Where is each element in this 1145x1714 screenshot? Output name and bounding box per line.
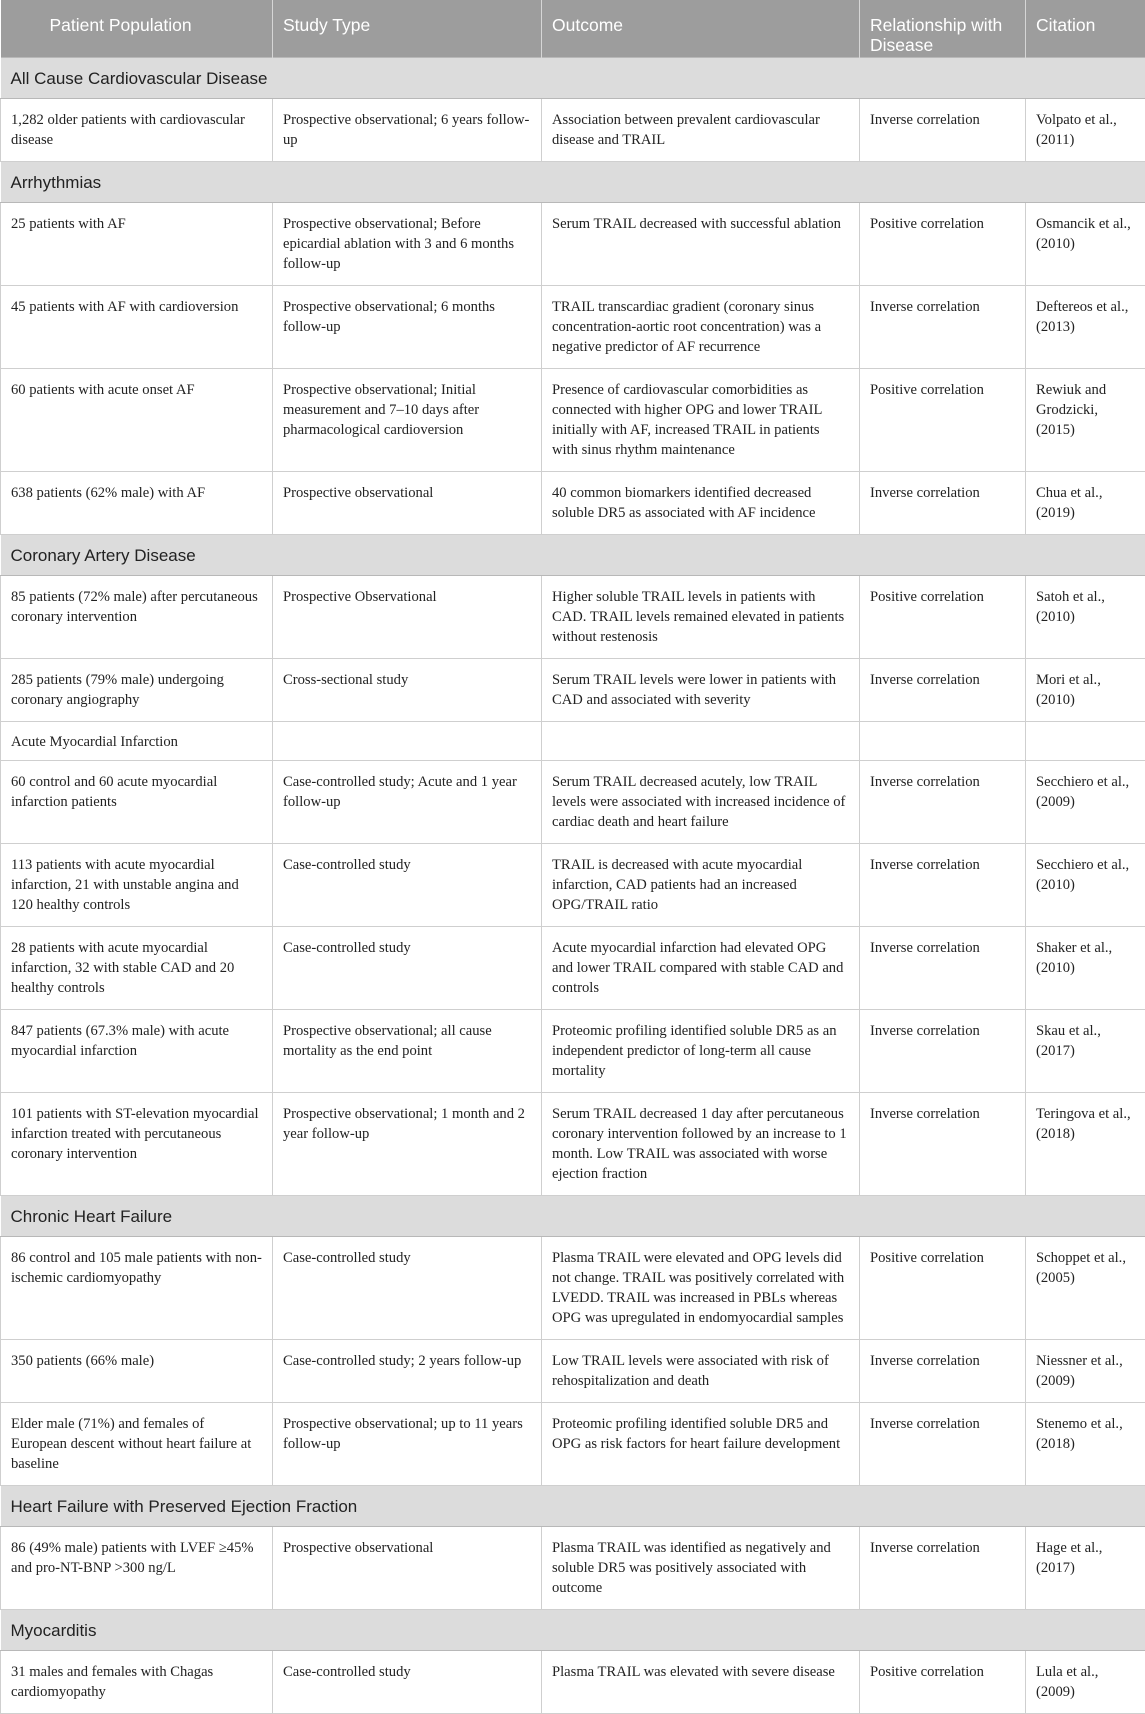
cell-relationship: Inverse correlation [860,760,1026,843]
section-row [1,57,1145,98]
cell-outcome: Plasma TRAIL were elevated and OPG levels did not change. TRAIL was positively correlated with LVEDD. TRAIL was increased in PBLs whereas OPG was upregulated in endomyocardial samples [542,1236,860,1339]
cell-citation: Osmancik et al., (2010) [1026,202,1145,285]
cell-population: 350 patients (66% male) [1,1339,273,1402]
subsection-title: Acute Myocardial Infarction [1,721,273,760]
table-row [1,1236,1145,1339]
table-row [1,1526,1145,1609]
cell-population: 25 patients with AF [1,202,273,285]
cell-outcome: 40 common biomarkers identified decreased soluble DR5 as associated with AF incidence [542,471,860,534]
cell-outcome: Presence of cardiovascular comorbidities as connected with higher OPG and lower TRAIL initially with AF, increased TRAIL in patients with sinus rhythm maintenance [542,368,860,471]
cell-citation: Secchiero et al., (2010) [1026,843,1145,926]
header-citation: Citation [1026,0,1145,57]
cell-relationship: Inverse correlation [860,1092,1026,1195]
cell-citation: Secchiero et al., (2009) [1026,760,1145,843]
header-relationship: Relationship with Disease [860,0,1026,57]
section-row [1,1485,1145,1526]
cell-study-type: Prospective observational; up to 11 years follow-up [273,1402,542,1485]
cell-population: 1,282 older patients with cardiovascular disease [1,98,273,161]
header-patient-population: Patient Population [1,0,273,57]
cell-population: 101 patients with ST-elevation myocardial infarction treated with percutaneous coronary intervention [1,1092,273,1195]
cell-population: 28 patients with acute myocardial infarction, 32 with stable CAD and 20 healthy controls [1,926,273,1009]
section-title: Coronary Artery Disease [1,534,1145,575]
cell-citation: Chua et al., (2019) [1026,471,1145,534]
section-row [1,1195,1145,1236]
cell-citation: Lula et al., (2009) [1026,1650,1145,1713]
cell-relationship: Inverse correlation [860,843,1026,926]
table-body [1,57,1145,1713]
cell-outcome: TRAIL transcardiac gradient (coronary sinus concentration-aortic root concentration) was a negative predictor of AF recurrence [542,285,860,368]
empty-cell [860,721,1026,760]
cell-citation: Rewiuk and Grodzicki, (2015) [1026,368,1145,471]
cell-relationship: Positive correlation [860,1650,1026,1713]
cell-study-type: Case-controlled study; Acute and 1 year follow-up [273,760,542,843]
cell-population: 86 control and 105 male patients with non-ischemic cardiomyopathy [1,1236,273,1339]
header-outcome: Outcome [542,0,860,57]
cell-outcome: Low TRAIL levels were associated with risk of rehospitalization and death [542,1339,860,1402]
section-row [1,161,1145,202]
cell-citation: Satoh et al., (2010) [1026,575,1145,658]
cell-study-type: Prospective observational; 6 years follow-up [273,98,542,161]
cell-citation: Skau et al., (2017) [1026,1009,1145,1092]
table-row [1,1402,1145,1485]
subsection-row [1,721,1145,760]
cell-relationship: Inverse correlation [860,471,1026,534]
table-header [1,0,1145,57]
cell-outcome: Plasma TRAIL was elevated with severe disease [542,1650,860,1713]
cell-citation: Deftereos et al., (2013) [1026,285,1145,368]
cell-study-type: Case-controlled study [273,1236,542,1339]
cell-study-type: Case-controlled study [273,926,542,1009]
cell-population: 86 (49% male) patients with LVEF ≥45% and pro-NT-BNP >300 ng/L [1,1526,273,1609]
section-title: All Cause Cardiovascular Disease [1,57,1145,98]
cell-outcome: Serum TRAIL decreased acutely, low TRAIL levels were associated with increased incidence of cardiac death and heart failure [542,760,860,843]
header-row [1,0,1145,57]
cell-relationship: Inverse correlation [860,98,1026,161]
cell-relationship: Inverse correlation [860,926,1026,1009]
table-row [1,1009,1145,1092]
table-row [1,1092,1145,1195]
cell-study-type: Prospective observational; Initial measurement and 7–10 days after pharmacological cardioversion [273,368,542,471]
cell-citation: Niessner et al., (2009) [1026,1339,1145,1402]
cell-relationship: Inverse correlation [860,658,1026,721]
section-title: Arrhythmias [1,161,1145,202]
cell-relationship: Inverse correlation [860,1526,1026,1609]
table-row [1,843,1145,926]
cell-study-type: Case-controlled study; 2 years follow-up [273,1339,542,1402]
cell-citation: Mori et al., (2010) [1026,658,1145,721]
table-row [1,202,1145,285]
section-title: Chronic Heart Failure [1,1195,1145,1236]
cell-study-type: Prospective Observational [273,575,542,658]
cell-population: 285 patients (79% male) undergoing coronary angiography [1,658,273,721]
cell-study-type: Prospective observational; all cause mortality as the end point [273,1009,542,1092]
cell-population: 638 patients (62% male) with AF [1,471,273,534]
table-row [1,575,1145,658]
cell-relationship: Positive correlation [860,1236,1026,1339]
cell-outcome: Serum TRAIL decreased with successful ablation [542,202,860,285]
cell-study-type: Prospective observational; 1 month and 2 year follow-up [273,1092,542,1195]
section-row [1,534,1145,575]
table-row [1,368,1145,471]
cell-population: 113 patients with acute myocardial infarction, 21 with unstable angina and 120 healthy controls [1,843,273,926]
cell-study-type: Prospective observational; Before epicardial ablation with 3 and 6 months follow-up [273,202,542,285]
cell-outcome: Association between prevalent cardiovascular disease and TRAIL [542,98,860,161]
cell-citation: Volpato et al., (2011) [1026,98,1145,161]
cell-relationship: Inverse correlation [860,1402,1026,1485]
cell-outcome: Plasma TRAIL was identified as negatively and soluble DR5 was positively associated with outcome [542,1526,860,1609]
table-row [1,285,1145,368]
table-row [1,760,1145,843]
cell-study-type: Cross-sectional study [273,658,542,721]
empty-cell [273,721,542,760]
cell-relationship: Positive correlation [860,575,1026,658]
cell-study-type: Case-controlled study [273,1650,542,1713]
cell-outcome: Higher soluble TRAIL levels in patients with CAD. TRAIL levels remained elevated in patients without restenosis [542,575,860,658]
cell-population: Elder male (71%) and females of European descent without heart failure at baseline [1,1402,273,1485]
empty-cell [1026,721,1145,760]
cell-outcome: Proteomic profiling identified soluble DR5 as an independent predictor of long-term all cause mortality [542,1009,860,1092]
table-row [1,1339,1145,1402]
cell-citation: Teringova et al., (2018) [1026,1092,1145,1195]
table-row [1,471,1145,534]
table-row [1,1650,1145,1713]
cell-outcome: Serum TRAIL decreased 1 day after percutaneous coronary intervention followed by an increase to 1 month. Low TRAIL was associated with worse ejection fraction [542,1092,860,1195]
cell-study-type: Prospective observational; 6 months follow-up [273,285,542,368]
cell-outcome: Proteomic profiling identified soluble DR5 and OPG as risk factors for heart failure development [542,1402,860,1485]
cell-population: 85 patients (72% male) after percutaneous coronary intervention [1,575,273,658]
cell-relationship: Inverse correlation [860,1009,1026,1092]
table-row [1,658,1145,721]
cell-outcome: Acute myocardial infarction had elevated OPG and lower TRAIL compared with stable CAD and controls [542,926,860,1009]
cell-population: 31 males and females with Chagas cardiomyopathy [1,1650,273,1713]
cell-relationship: Inverse correlation [860,1339,1026,1402]
table-row [1,926,1145,1009]
empty-cell [542,721,860,760]
cell-relationship: Positive correlation [860,202,1026,285]
cell-citation: Stenemo et al., (2018) [1026,1402,1145,1485]
cell-study-type: Case-controlled study [273,843,542,926]
cell-citation: Shaker et al., (2010) [1026,926,1145,1009]
cell-population: 60 control and 60 acute myocardial infarction patients [1,760,273,843]
cell-population: 60 patients with acute onset AF [1,368,273,471]
header-study-type: Study Type [273,0,542,57]
cell-citation: Schoppet et al., (2005) [1026,1236,1145,1339]
cell-population: 847 patients (67.3% male) with acute myocardial infarction [1,1009,273,1092]
section-title: Myocarditis [1,1609,1145,1650]
table-row [1,98,1145,161]
cell-citation: Hage et al., (2017) [1026,1526,1145,1609]
cell-outcome: TRAIL is decreased with acute myocardial infarction, CAD patients had an increased OPG/TRAIL ratio [542,843,860,926]
cell-study-type: Prospective observational [273,471,542,534]
cell-relationship: Positive correlation [860,368,1026,471]
cell-population: 45 patients with AF with cardioversion [1,285,273,368]
section-title: Heart Failure with Preserved Ejection Fraction [1,1485,1145,1526]
cell-relationship: Inverse correlation [860,285,1026,368]
section-row [1,1609,1145,1650]
cell-outcome: Serum TRAIL levels were lower in patients with CAD and associated with severity [542,658,860,721]
cell-study-type: Prospective observational [273,1526,542,1609]
